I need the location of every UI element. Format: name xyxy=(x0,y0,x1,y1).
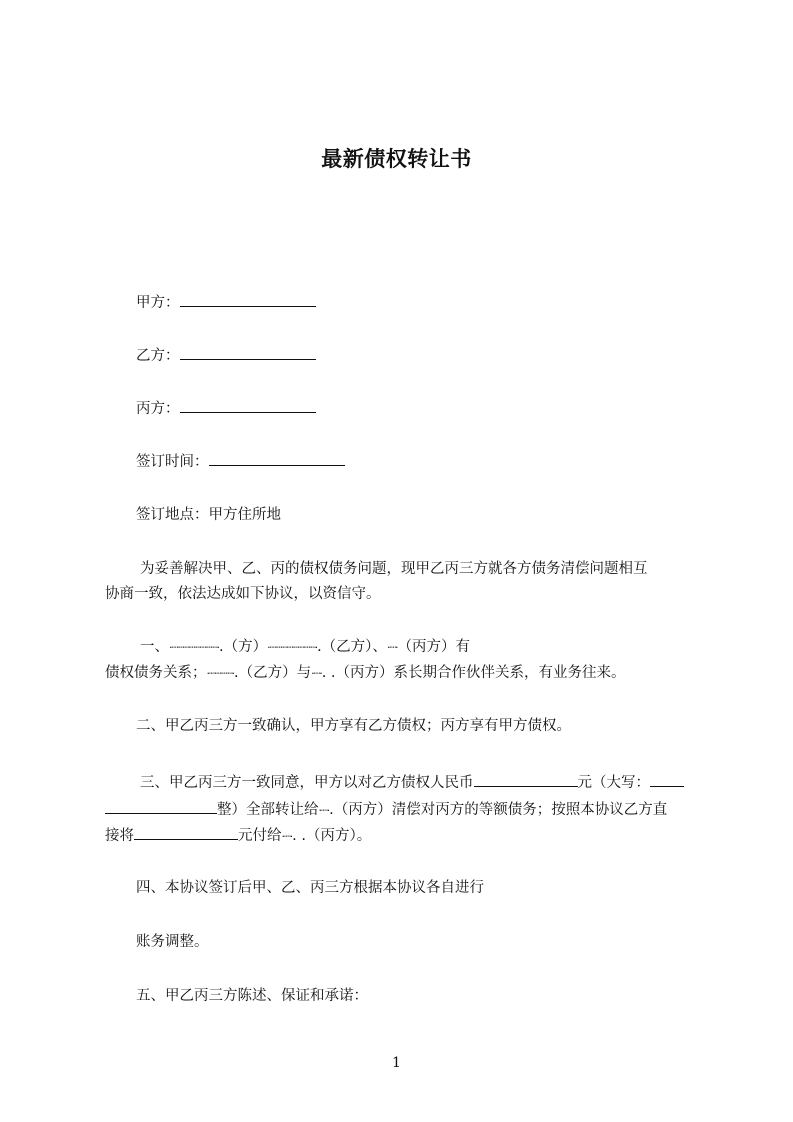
clause-1-fill-2: ·┈┈┈┈┈┈┈┈· xyxy=(267,641,318,654)
clause-1-fill-3: ·┈· xyxy=(386,641,398,654)
clause-1-line-1 xyxy=(140,637,470,658)
clause-3-line-3-b: 元付给 xyxy=(238,828,282,844)
party-b-line xyxy=(136,345,316,366)
sign-time-line xyxy=(136,451,345,472)
clause-1-line-2-c: . .（丙方）系长期合作伙伴关系，有业务往来。 xyxy=(321,665,626,681)
clause-3-upper-blank-2 xyxy=(105,799,217,814)
document-title: 最新债权转让书 xyxy=(321,147,472,171)
party-c-line xyxy=(136,398,316,419)
clause-3-line-2-c: .（丙方）清偿对丙方的等额债务；按照本协议乙方直 xyxy=(329,802,668,818)
clause-1-prefix: 一、 xyxy=(140,639,169,655)
party-b-blank xyxy=(180,345,316,360)
clause-3-line-2 xyxy=(105,799,667,821)
intro-line-1: 为妥善解决甲、乙、丙的债权债务问题，现甲乙丙三方就各方债务清偿问题相互 xyxy=(140,561,648,577)
clause-1-text-3: （丙方）有 xyxy=(397,639,471,655)
clause-1-fill-4: ·┈┈┈┈· xyxy=(206,667,234,680)
clause-1-fill-1: ·┈┈┈┈┈┈┈┈· xyxy=(169,641,219,654)
clause-1-line-2-a: 债权债务关系； xyxy=(105,665,207,681)
party-a-blank xyxy=(180,292,316,307)
clause-3-fill-2: ·┈· xyxy=(281,830,293,843)
clause-3-fill-1: ·┈· xyxy=(318,804,330,817)
clause-5: 五、甲乙丙三方陈述、保证和承诺： xyxy=(136,988,368,1004)
clause-4-continuation: 账务调整。 xyxy=(136,934,209,950)
sign-place-line: 签订地点：甲方住所地 xyxy=(136,507,281,523)
party-b-label: 乙方： xyxy=(136,348,180,364)
sign-time-label: 签订时间： xyxy=(136,454,209,470)
clause-4: 四、本协议签订后甲、乙、丙三方根据本协议各自进行 xyxy=(136,880,484,896)
party-a-label: 甲方： xyxy=(136,295,180,311)
clause-3-amount-blank xyxy=(474,772,578,787)
clause-2: 二、甲乙丙三方一致确认，甲方享有乙方债权；丙方享有甲方债权。 xyxy=(136,718,571,734)
clause-3-line-1-b: 元（大写： xyxy=(577,775,650,791)
clause-3-line-3-a: 接将 xyxy=(105,828,134,844)
party-a-line xyxy=(136,292,316,313)
party-c-label: 丙方： xyxy=(136,401,180,417)
clause-3-line-2-b: 整）全部转让给 xyxy=(217,802,319,818)
intro-line-2: 协商一致，依法达成如下协议，以资信守。 xyxy=(105,586,381,602)
clause-1-line-2-b: .（乙方）与 xyxy=(233,665,312,681)
clause-1-fill-5: ·┈· xyxy=(311,667,322,680)
clause-3-line-3 xyxy=(105,825,371,847)
clause-3-line-1-a: 三、甲乙丙三方一致同意，甲方以对乙方债权人民币 xyxy=(140,775,474,791)
clause-1-text-1: .（方） xyxy=(218,639,268,655)
clause-3-pay-blank xyxy=(134,825,238,840)
clause-3-upper-blank-1 xyxy=(650,772,684,787)
clause-3-line-1 xyxy=(140,772,684,793)
page-number: 1 xyxy=(392,1055,401,1071)
clause-3-line-3-c: . .（丙方）。 xyxy=(292,828,372,844)
party-c-blank xyxy=(180,398,316,413)
clause-1-line-2 xyxy=(105,663,626,684)
sign-time-blank xyxy=(209,451,345,466)
clause-1-text-2: .（乙方）、 xyxy=(317,639,387,655)
